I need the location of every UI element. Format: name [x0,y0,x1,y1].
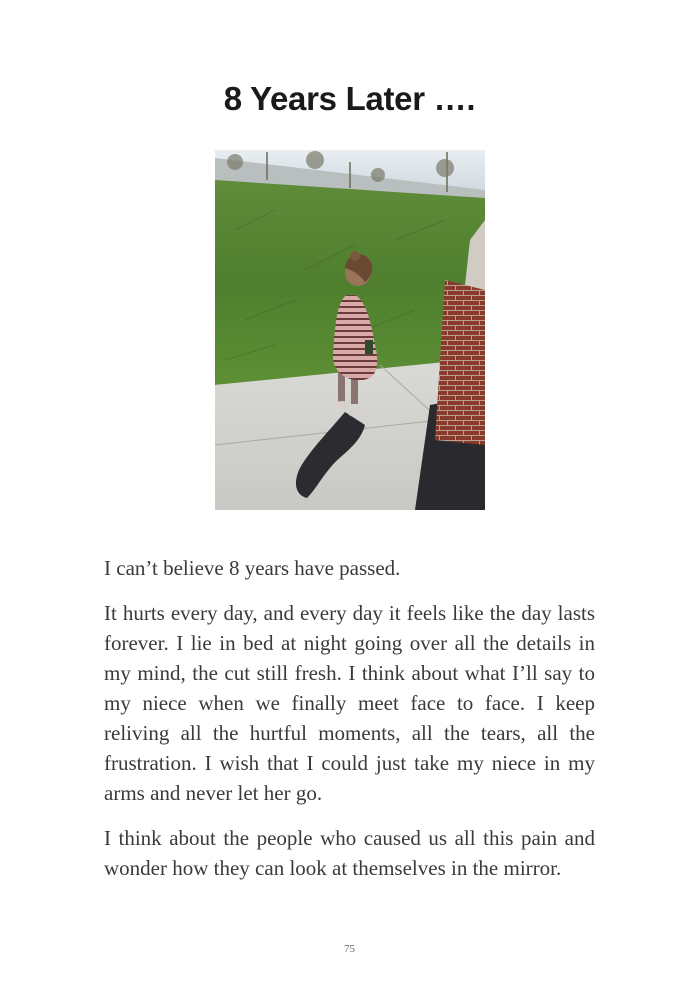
photo-girl-on-sidewalk [215,150,485,510]
page-title: 8 Years Later …. [223,80,476,117]
paragraph-2: It hurts every day, and every day it feels like the day lasts forever. I lie in bed at night going over all the details in my mind, the cut still fresh. I think about what I’ll say to my niece when we finally meet face to face. I keep reliving all the hurtful moments, all the tears, all the frustration. I wish that I could just take my niece in my arms and never let her go. [104,601,595,805]
paragraph-3: I think about the people who caused us all this pain and wonder how they can look at themselves in the mirror. [104,826,595,880]
paragraph-1: I can’t believe 8 years have passed. [104,556,401,580]
page-number: 75 [344,943,355,955]
body-text [104,553,595,898]
